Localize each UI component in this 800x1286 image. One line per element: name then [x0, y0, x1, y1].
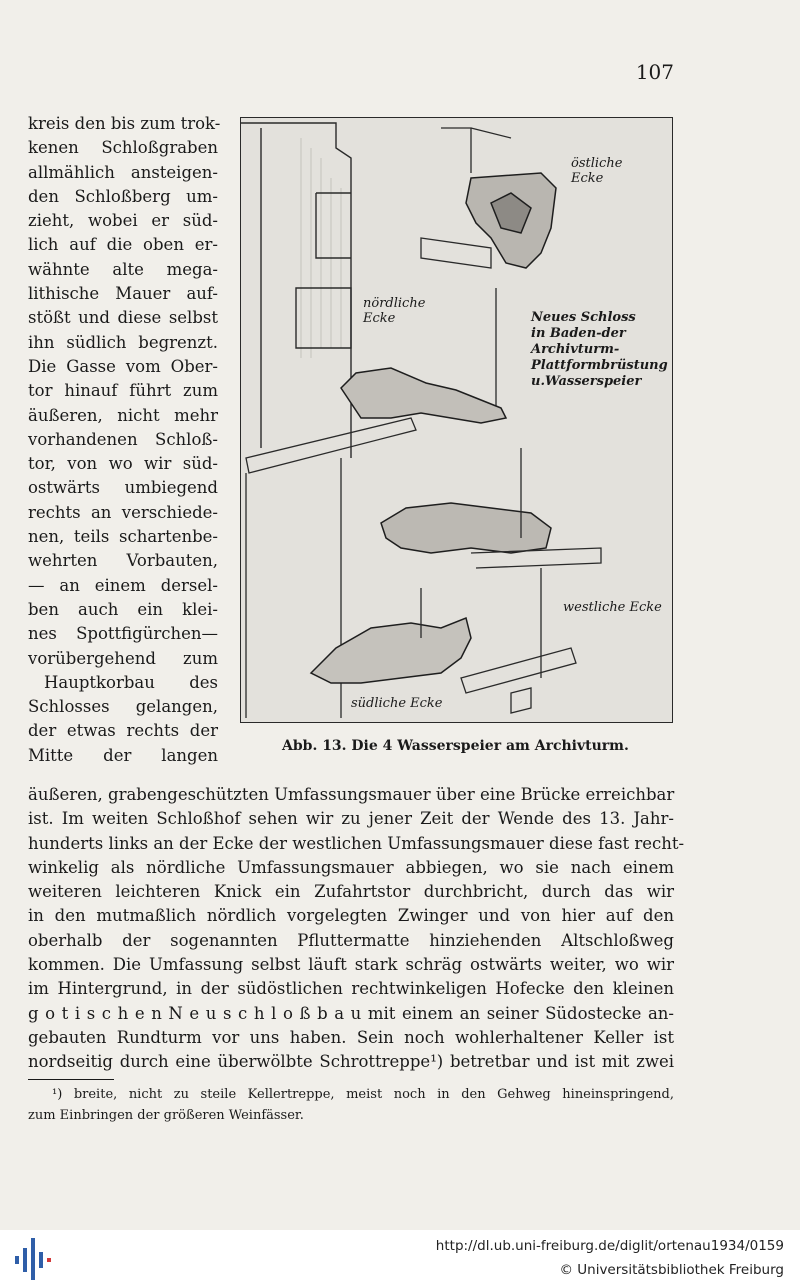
text-line: zieht, wobei er süd-	[28, 211, 218, 231]
text-line: äußeren, nicht mehr	[28, 405, 218, 425]
text-line: nen, teils schartenbe-	[28, 527, 218, 547]
text-line: vorhandenen Schloß-	[28, 429, 218, 449]
footnote-line: ¹) breite, nicht zu steile Kellertreppe, meist noch in den Gehweg hineinspringend,	[52, 1087, 674, 1102]
text-line: rechts an verschiede-	[28, 502, 218, 522]
text-line: kommen. Die Umfassung selbst läuft stark schräg ostwärts weiter, wo wir	[28, 955, 674, 975]
text-line: den Schloßberg um-	[28, 186, 218, 206]
text-line: nes Spottfigürchen—	[28, 624, 218, 644]
text-line: oberhalb der sogenannten Pfluttermatte hinziehenden Altschloßweg	[28, 930, 674, 950]
text-line: winkelig als nördliche Umfassungsmauer abbiegen, wo sie nach einem	[28, 857, 674, 877]
copyright-text: © Universitätsbibliothek Freiburg	[559, 1262, 784, 1278]
text-line: Die Gasse vom Ober-	[28, 356, 218, 376]
full-width-text	[28, 783, 685, 1075]
figure-caption: Abb. 13. Die 4 Wasserspeier am Archivturm.	[282, 738, 629, 754]
text-line: allmählich ansteigen-	[28, 162, 218, 182]
text-line: im Hintergrund, in der südöstlichen rechtwinkeligen Hofecke den kleinen	[28, 979, 674, 999]
text-line: kreis den bis zum trok-	[28, 114, 221, 133]
text-line: Hauptkorbau des	[44, 672, 218, 692]
page-number: 107	[635, 60, 674, 84]
text-line: stößt und diese selbst	[28, 308, 218, 328]
text-line: der etwas rechts der	[28, 721, 218, 741]
text-line: äußeren, grabengeschützten Umfassungsmauer über eine Brücke erreichbar	[28, 785, 675, 804]
text-line: nordseitig durch eine überwölbte Schrottreppe¹) betretbar und ist mit zwei	[28, 1052, 674, 1072]
text-line: tor, von wo wir süd-	[28, 454, 218, 474]
text-line: in den mutmaßlich nördlich vorgelegten Zwinger und von hier auf den	[28, 906, 674, 926]
text-line: gebauten Rundturm vor uns haben. Sein noch wohlerhaltener Keller ist	[28, 1027, 674, 1047]
left-text-column	[28, 112, 221, 768]
footnote	[28, 1084, 674, 1126]
text-line: ben auch ein klei-	[28, 599, 218, 619]
text-line: ihn südlich begrenzt.	[28, 332, 218, 352]
gargoyle-sketch	[241, 118, 673, 723]
permalink-url[interactable]: http://dl.ub.uni-freiburg.de/diglit/ortenau1934/0159	[435, 1238, 784, 1254]
text-line: weiteren leichteren Knick ein Zufahrtstor durchbricht, durch das wir	[28, 882, 674, 902]
text-line: Schlosses gelangen,	[28, 697, 218, 717]
text-line: — an einem dersel-	[28, 575, 218, 595]
footnote-line: zum Einbringen der größeren Weinfässer.	[28, 1108, 304, 1123]
text-line: lich auf die oben er-	[28, 235, 218, 255]
text-line: ist. Im weiten Schloßhof sehen wir zu jener Zeit der Wende des 13. Jahr-	[28, 809, 674, 829]
footnote-rule	[28, 1079, 114, 1080]
viewer-footer	[0, 1230, 800, 1286]
label-south-corner: südliche Ecke	[351, 696, 443, 711]
text-line: ostwärts umbiegend	[28, 478, 218, 498]
label-west-corner: westliche Ecke	[563, 600, 662, 615]
text-line: g o t i s c h e n N e u s c h l o ß b a u mit einem an seiner Südostecke an-	[28, 1003, 674, 1023]
ub-freiburg-logo-icon	[14, 1238, 54, 1280]
label-north-corner: nördliche Ecke	[363, 296, 426, 326]
figure-drawing	[240, 117, 673, 723]
text-line: kenen Schloßgraben	[28, 138, 218, 158]
text-line: wehrten Vorbauten,	[28, 551, 218, 571]
text-line: wähnte alte mega-	[28, 259, 218, 279]
text-line: hunderts links an der Ecke der westlichen Umfassungsmauer diese fast recht-	[28, 833, 685, 853]
label-east-corner: östliche Ecke	[571, 156, 623, 186]
text-line: Mitte der langen	[28, 745, 218, 765]
text-line: vorübergehend zum	[28, 648, 218, 668]
label-sketch-title: Neues Schloss in Baden-der Archivturm-Plattformbrüstung u.Wasserspeier	[531, 310, 668, 389]
text-line: tor hinauf führt zum	[28, 381, 218, 401]
text-line: lithische Mauer auf-	[28, 284, 218, 304]
